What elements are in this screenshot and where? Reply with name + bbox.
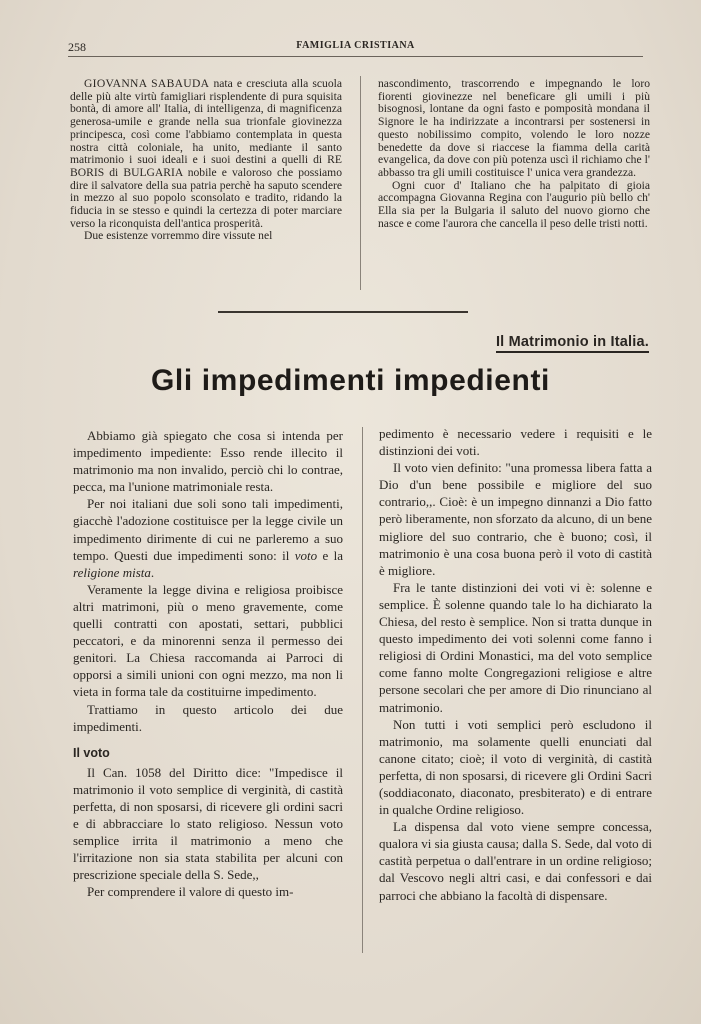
article-paragraph: Il Can. 1058 del Diritto dice: "Impedisce il matrimonio il voto semplice di verginità, di castità perfetta, di non sposarsi, di ricevere gli ordini sacri e di abbracciare lo stato religioso. Nessun voto semplice irrita il matrimonio a meno che l'irritazione non sia stata stabilita per alcuni con prescrizione speciale della S. Sede,,	[73, 764, 343, 883]
article-paragraph: Trattiamo in questo articolo dei due impedimenti.	[73, 701, 343, 734]
section-separator	[218, 311, 468, 313]
article-left-column	[73, 427, 343, 901]
article-paragraph: Il voto vien definito: "una promessa libera fatta a Dio d'un bene possibile e migliore del suo contrario,,. Cioè: è un impegno dinnanzi a Dio fatto però liberamente, non sforzato da alcuno, di un bene migliore del suo contrario, che è buono; così, il matrimonio è una cosa buona però il voto di castità è migliore.	[379, 460, 652, 578]
top-article-right-column	[378, 78, 650, 230]
article-text: Per noi italiani due soli sono tali impedimenti, giacchè l'adozione costituisce per la legge civile un impedimento dirimente di cui ne parleremo a suo tempo. Questi due impedimenti sono: il	[73, 496, 343, 563]
subheading-il-voto: Il voto	[73, 745, 110, 760]
section-label: Il Matrimonio in Italia.	[496, 334, 649, 353]
running-title: FAMIGLIA CRISTIANA	[296, 40, 415, 51]
page-number: 258	[68, 40, 86, 54]
article-paragraph: Fra le tante distinzioni dei voti vi è: solenne e semplice. È solenne quando tale lo ha dichiarato la Chiesa, del resto è semplice. Non si tratta dunque in questo impedimento dei voti solenni come fanno i religiosi di Ordini Monastici, ma del voto semplice come fanno molte Congregazioni religiose e altre persone secolari che per amore di Dio rinunciano al matrimonio.	[379, 579, 652, 715]
top-article-paragraph: Due esistenze vorremmo dire vissute nel	[84, 229, 273, 243]
article-paragraph: Per comprendere il valore di questo im-	[87, 884, 294, 900]
article-paragraph	[73, 495, 343, 580]
top-article-paragraph	[70, 78, 342, 230]
top-article-left-column	[70, 78, 342, 243]
emphasis-religione-mista: religione mista	[73, 564, 151, 580]
article-paragraph: pedimento è necessario vedere i requisiti e le distinzioni dei voti.	[379, 426, 652, 459]
emphasis-voto: voto	[294, 547, 318, 563]
article-text: e la	[317, 547, 343, 563]
article-paragraph: La dispensa dal voto viene sempre concessa, qualora vi sia giusta causa; dalla S. Sede, dal voto di castità perpetua o dall'entrare in un ordine religioso; dal Vescovo negli altri casi, e dai confessori e dai parroci che abbiano la facoltà di dispensare.	[379, 819, 652, 903]
top-article-text: nata e cresciuta alla scuola delle più alte virtù famigliari risplendente di pura squisita bontà, di amore all' Italia, di intelligenza, di magnificenza generosa-umile e grande nella sua trionfale giovinezza principesca, così come l'abbiamo contemplata in questa nostra città coloniale, ha unito, mediante il santo matrimonio i suoi ideali e i suoi destini a quelli di RE BORIS di BULGARIA nobile e valoroso che possiamo dire il salvatore della sua patria perchè ha saputo scendere in mezzo al suo popolo sconsolato e tradito, ridando la fiducia in se stesso e quindi la certezza di poter marciare verso la riconquista dell'antica prosperità.	[70, 77, 343, 230]
top-article-lead: GIOVANNA SABAUDA	[84, 77, 210, 90]
top-article-paragraph: nascondimento, trascorrendo e impegnando le loro fiorenti giovinezze nel beneficare gli umili i più bisognosi, lontane da ogni fasto e pomposità mondana il Signore le ha indirizzate a incontrarsi per sostenersi in questo nobilissimo compito, volendo le loro nozze benedette da dove si riaccese la fiamma della carità evangelica, da dove con più potenza uscì il richiamo che l' abbasso tra gli umili costituisce l' unica vera grandezza.	[378, 77, 650, 179]
article-title: Gli impedimenti impedienti	[151, 364, 550, 397]
page-header	[68, 40, 643, 57]
article-paragraph: Abbiamo già spiegato che cosa si intenda per impedimento impediente: Esso rende illecito il matrimonio ma non invalido, perciò chi lo contrae, pecca, ma l'unione matrimoniale resta.	[73, 428, 343, 495]
article-text: .	[150, 564, 155, 580]
column-divider	[362, 427, 363, 953]
article-paragraph: Non tutti i voti semplici però escludono il matrimonio, ma solamente quelli enunciati dal canone citato; cioè; il voto di verginità, di castità perfetta, di non sposarsi, di ricevere gli Ordini Sacri (soddiaconato, diaconato, presbiterato) e di entrare in qualche Ordine religioso.	[379, 716, 652, 818]
article-paragraph: Veramente la legge divina e religiosa proibisce altri matrimoni, più o meno gravemente, come quelli contratti con apostati, settari, pubblici peccatori, e da minorenni senza il permesso dei genitori. La Chiesa raccomanda ai Parroci di opporsi a simili unioni con ogni mezzo, ma non li vieta in forma tale da costituirne impedimento.	[73, 581, 343, 700]
article-right-column	[379, 425, 652, 904]
top-article-paragraph: Ogni cuor d' Italiano che ha palpitato di gioia accompagna Giovanna Regina con l'augurio più bello ch' Ella sia per la Bulgaria il saluto del nuovo giorno che nasce e come l'aurora che cancella il peso delle tristi notti.	[378, 178, 650, 230]
column-divider	[360, 76, 361, 290]
